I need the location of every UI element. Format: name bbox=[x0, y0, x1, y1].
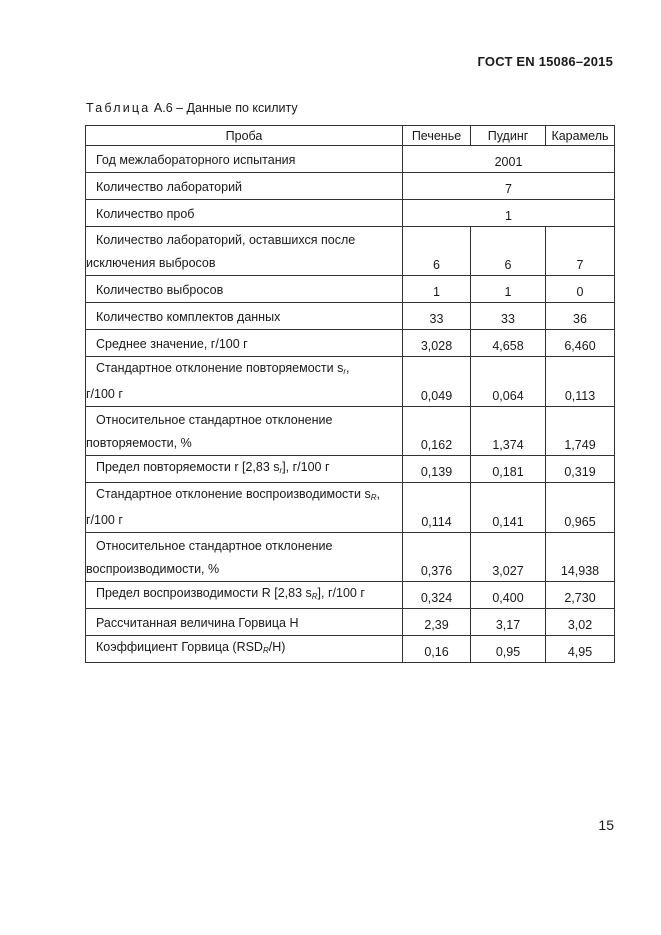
cell-cookies: 2,39 bbox=[403, 609, 471, 636]
cell-caramel: 0,319 bbox=[546, 456, 615, 483]
xylitol-data-table bbox=[85, 125, 615, 663]
row-label: Год межлабораторного испытания bbox=[86, 146, 403, 173]
cell-caramel: 1,749 bbox=[546, 407, 615, 456]
table-row bbox=[86, 636, 615, 663]
cell-pudding: 1 bbox=[471, 276, 546, 303]
cell-pudding: 6 bbox=[471, 227, 546, 276]
cell-cookies: 1 bbox=[403, 276, 471, 303]
table-row bbox=[86, 483, 615, 533]
caption-rest: A.6 – Данные по ксилиту bbox=[150, 101, 298, 115]
cell-caramel: 0 bbox=[546, 276, 615, 303]
cell-cookies: 33 bbox=[403, 303, 471, 330]
row-label: Среднее значение, г/100 г bbox=[86, 330, 403, 357]
cell-cookies: 6 bbox=[403, 227, 471, 276]
row-label: Стандартное отклонение повторяемости $s_r$, г/100 г bbox=[86, 357, 403, 407]
cell-cookies: 0,324 bbox=[403, 582, 471, 609]
table-row bbox=[86, 533, 615, 582]
row-label: Количество выбросов bbox=[86, 276, 403, 303]
table-header-row bbox=[86, 126, 615, 146]
cell-cookies: 0,162 bbox=[403, 407, 471, 456]
col-header-pudding: Пудинг bbox=[471, 126, 546, 146]
row-value: 7 bbox=[403, 173, 615, 200]
cell-pudding: 1,374 bbox=[471, 407, 546, 456]
cell-cookies: 0,114 bbox=[403, 483, 471, 533]
table-caption bbox=[86, 101, 298, 115]
table-row bbox=[86, 456, 615, 483]
cell-pudding: 0,400 bbox=[471, 582, 546, 609]
document-standard-header: ГОСТ EN 15086–2015 bbox=[477, 54, 613, 69]
cell-pudding: 4,658 bbox=[471, 330, 546, 357]
caption-word: Таблица bbox=[86, 101, 151, 115]
cell-cookies: 0,139 bbox=[403, 456, 471, 483]
cell-caramel: 36 bbox=[546, 303, 615, 330]
table-row bbox=[86, 200, 615, 227]
row-value: 2001 bbox=[403, 146, 615, 173]
cell-pudding: 3,027 bbox=[471, 533, 546, 582]
cell-caramel: 0,965 bbox=[546, 483, 615, 533]
cell-pudding: 33 bbox=[471, 303, 546, 330]
col-header-cookies: Печенье bbox=[403, 126, 471, 146]
cell-caramel: 14,938 bbox=[546, 533, 615, 582]
table-row bbox=[86, 582, 615, 609]
cell-caramel: 2,730 bbox=[546, 582, 615, 609]
cell-caramel: 4,95 bbox=[546, 636, 615, 663]
row-label: Количество комплектов данных bbox=[86, 303, 403, 330]
page-number: 15 bbox=[598, 817, 614, 833]
row-label: Относительное стандартное отклонение повторяемости, % bbox=[86, 407, 403, 456]
row-label: Предел повторяемости r [2,83 $s_r$], г/100 г bbox=[86, 456, 403, 483]
row-label: Стандартное отклонение воспроизводимости $s_R$, г/100 г bbox=[86, 483, 403, 533]
cell-pudding: 0,95 bbox=[471, 636, 546, 663]
table-row bbox=[86, 276, 615, 303]
row-label: Рассчитанная величина Горвица H bbox=[86, 609, 403, 636]
table-row bbox=[86, 227, 615, 276]
table-row bbox=[86, 330, 615, 357]
cell-cookies: 0,049 bbox=[403, 357, 471, 407]
row-label: Коэффициент Горвица $(RSD_R/H)$ bbox=[86, 636, 403, 663]
cell-caramel: 3,02 bbox=[546, 609, 615, 636]
table-row bbox=[86, 609, 615, 636]
row-label: Количество лабораторий bbox=[86, 173, 403, 200]
cell-caramel: 6,460 bbox=[546, 330, 615, 357]
col-header-sample: Проба bbox=[86, 126, 403, 146]
cell-pudding: 3,17 bbox=[471, 609, 546, 636]
table-row bbox=[86, 357, 615, 407]
cell-cookies: 0,16 bbox=[403, 636, 471, 663]
cell-cookies: 3,028 bbox=[403, 330, 471, 357]
table-row bbox=[86, 407, 615, 456]
cell-caramel: 0,113 bbox=[546, 357, 615, 407]
row-label: Количество проб bbox=[86, 200, 403, 227]
cell-pudding: 0,064 bbox=[471, 357, 546, 407]
table-row bbox=[86, 146, 615, 173]
table-row bbox=[86, 173, 615, 200]
table-row bbox=[86, 303, 615, 330]
cell-cookies: 0,376 bbox=[403, 533, 471, 582]
row-label: Количество лабораторий, оставшихся после исключения выбросов bbox=[86, 227, 403, 276]
cell-caramel: 7 bbox=[546, 227, 615, 276]
cell-pudding: 0,181 bbox=[471, 456, 546, 483]
cell-pudding: 0,141 bbox=[471, 483, 546, 533]
row-label: Предел воспроизводимости R [2,83 $s_R$], г/100 г bbox=[86, 582, 403, 609]
row-label: Относительное стандартное отклонение воспроизводимости, % bbox=[86, 533, 403, 582]
col-header-caramel: Карамель bbox=[546, 126, 615, 146]
row-value: 1 bbox=[403, 200, 615, 227]
